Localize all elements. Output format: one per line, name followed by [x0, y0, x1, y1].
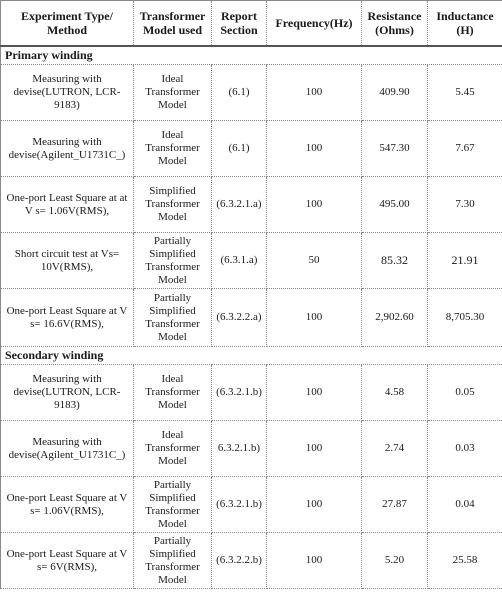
- cell-section: (6.3.1.a): [212, 233, 267, 289]
- cell-frequency: 100: [267, 365, 362, 421]
- cell-method: Short circuit test at Vs= 10V(RMS),: [1, 233, 134, 289]
- cell-inductance: 8,705.30: [428, 289, 502, 347]
- table-row: [1, 421, 502, 477]
- cell-section: (6.1): [212, 121, 267, 177]
- cell-frequency: 100: [267, 177, 362, 233]
- cell-frequency: 100: [267, 289, 362, 347]
- cell-inductance: 25.58: [428, 533, 502, 589]
- section-row-primary: [1, 46, 502, 65]
- cell-method: One-port Least Square at V s= 6V(RMS),: [1, 533, 134, 589]
- table-row: [1, 365, 502, 421]
- cell-inductance: 0.04: [428, 477, 502, 533]
- cell-frequency: 50: [267, 233, 362, 289]
- cell-section: 6.3.2.1.b): [212, 421, 267, 477]
- cell-section: (6.3.2.2.a): [212, 289, 267, 347]
- header-resistance: Resistance (Ohms): [362, 1, 428, 47]
- header-transformer-model: Transformer Model used: [134, 1, 212, 47]
- cell-model: Ideal Transformer Model: [134, 365, 212, 421]
- table-row: [1, 533, 502, 589]
- cell-model: Partially Simplified Transformer Model: [134, 289, 212, 347]
- cell-frequency: 100: [267, 477, 362, 533]
- cell-section: (6.3.2.1.b): [212, 365, 267, 421]
- table-row: [1, 177, 502, 233]
- header-inductance: Inductance (H): [428, 1, 502, 47]
- cell-inductance: 5.45: [428, 65, 502, 121]
- cell-frequency: 100: [267, 421, 362, 477]
- cell-resistance: 5.20: [362, 533, 428, 589]
- cell-resistance: 409.90: [362, 65, 428, 121]
- cell-resistance: 495.00: [362, 177, 428, 233]
- cell-inductance: 0.05: [428, 365, 502, 421]
- table-row: [1, 289, 502, 347]
- header-report-section: Report Section: [212, 1, 267, 47]
- cell-method: Measuring with devise(Agilent_U1731C_): [1, 121, 134, 177]
- cell-frequency: 100: [267, 121, 362, 177]
- cell-resistance: 27.87: [362, 477, 428, 533]
- cell-model: Partially Simplified Transformer Model: [134, 533, 212, 589]
- cell-resistance: 4.58: [362, 365, 428, 421]
- cell-method: One-port Least Square at V s= 1.06V(RMS),: [1, 477, 134, 533]
- cell-inductance: 0.03: [428, 421, 502, 477]
- table-row: [1, 121, 502, 177]
- cell-section: (6.3.2.2.b): [212, 533, 267, 589]
- cell-model: Ideal Transformer Model: [134, 421, 212, 477]
- cell-resistance: 547.30: [362, 121, 428, 177]
- header-frequency: Frequency(Hz): [267, 1, 362, 47]
- section-row-secondary: [1, 347, 502, 365]
- cell-section: (6.3.2.1.a): [212, 177, 267, 233]
- cell-model: Ideal Transformer Model: [134, 65, 212, 121]
- cell-resistance: 85.32: [362, 233, 428, 289]
- cell-resistance: 2.74: [362, 421, 428, 477]
- cell-resistance: 2,902.60: [362, 289, 428, 347]
- cell-frequency: 100: [267, 533, 362, 589]
- cell-section: (6.3.2.1.b): [212, 477, 267, 533]
- cell-method: Measuring with devise(LUTRON, LCR-9183): [1, 65, 134, 121]
- cell-model: Partially Simplified Transformer Model: [134, 233, 212, 289]
- table-row: [1, 233, 502, 289]
- cell-method: One-port Least Square at V s= 16.6V(RMS),: [1, 289, 134, 347]
- cell-inductance: 7.67: [428, 121, 502, 177]
- cell-model: Simplified Transformer Model: [134, 177, 212, 233]
- cell-frequency: 100: [267, 65, 362, 121]
- cell-method: Measuring with devise(LUTRON, LCR-9183): [1, 365, 134, 421]
- header-experiment-type: Experiment Type/ Method: [1, 1, 134, 47]
- section-title: Secondary winding: [1, 347, 502, 365]
- cell-section: (6.1): [212, 65, 267, 121]
- cell-inductance: 21.91: [428, 233, 502, 289]
- header-row: [1, 1, 502, 47]
- table-row: [1, 65, 502, 121]
- cell-method: Measuring with devise(Agilent_U1731C_): [1, 421, 134, 477]
- section-title: Primary winding: [1, 46, 502, 65]
- cell-model: Ideal Transformer Model: [134, 121, 212, 177]
- cell-model: Partially Simplified Transformer Model: [134, 477, 212, 533]
- table-row: [1, 477, 502, 533]
- cell-method: One-port Least Square at at V s= 1.06V(RMS),: [1, 177, 134, 233]
- cell-inductance: 7.30: [428, 177, 502, 233]
